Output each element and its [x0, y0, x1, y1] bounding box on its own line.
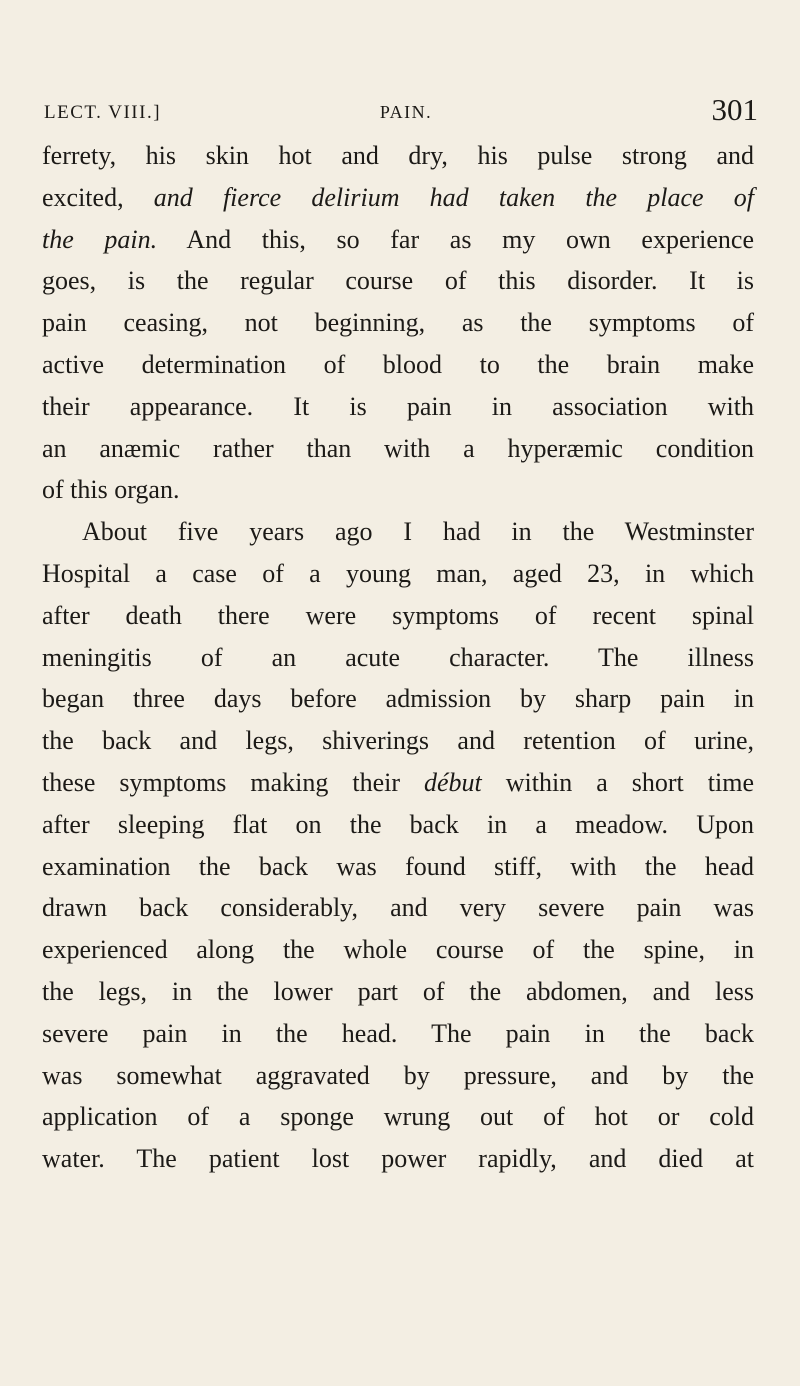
text-line: these symptoms making their début within a short time	[42, 767, 754, 797]
italic-text: début	[424, 767, 482, 797]
text-line: the pain. And this, so far as my own experience	[42, 224, 754, 254]
page-number: 301	[711, 92, 758, 127]
text-line: was somewhat aggravated by pressure, and by the	[42, 1060, 754, 1090]
text-line: active determination of blood to the brain make	[42, 349, 754, 379]
text-line: experienced along the whole course of the spine, in	[42, 935, 754, 965]
text-line: severe pain in the head. The pain in the back	[42, 1018, 754, 1048]
text-line: after sleeping flat on the back in a meadow. Upon	[42, 809, 754, 839]
running-head	[44, 92, 758, 132]
text-line: after death there were symptoms of recent spinal	[42, 600, 754, 630]
text-line: Hospital a case of a young man, aged 23, in which	[42, 558, 754, 588]
text-line: examination the back was found stiff, with the head	[42, 851, 754, 881]
text-line: drawn back considerably, and very severe pain was	[42, 893, 754, 923]
text-line: excited, and fierce delirium had taken the place of	[42, 182, 754, 212]
text-line: an anæmic rather than with a hyperæmic condition	[42, 433, 754, 463]
running-head-title: PAIN.	[379, 102, 433, 122]
text-line: the back and legs, shiverings and retention of urine,	[42, 726, 754, 756]
text-line: the legs, in the lower part of the abdomen, and less	[42, 976, 754, 1006]
text-line: meningitis of an acute character. The illness	[42, 642, 754, 672]
text-line: application of a sponge wrung out of hot or cold	[42, 1102, 754, 1132]
text-line: their appearance. It is pain in association with	[42, 391, 754, 421]
text-line: ferrety, his skin hot and dry, his pulse strong and	[42, 141, 754, 170]
text-line: About five years ago I had in the Westminster	[82, 517, 754, 547]
running-head-lecture: LECT. VIII.]	[44, 102, 162, 123]
italic-text: and fierce delirium had taken the place of	[153, 182, 754, 212]
text-line: water. The patient lost power rapidly, and died at	[42, 1144, 754, 1174]
text-line: of this organ.	[42, 475, 180, 505]
text-line: goes, is the regular course of this disorder. It is	[42, 266, 754, 296]
italic-text: the pain.	[42, 224, 158, 254]
text-line: began three days before admission by sharp pain in	[42, 684, 754, 714]
text-line: pain ceasing, not beginning, as the symptoms of	[42, 308, 754, 338]
body-text	[42, 135, 754, 1180]
